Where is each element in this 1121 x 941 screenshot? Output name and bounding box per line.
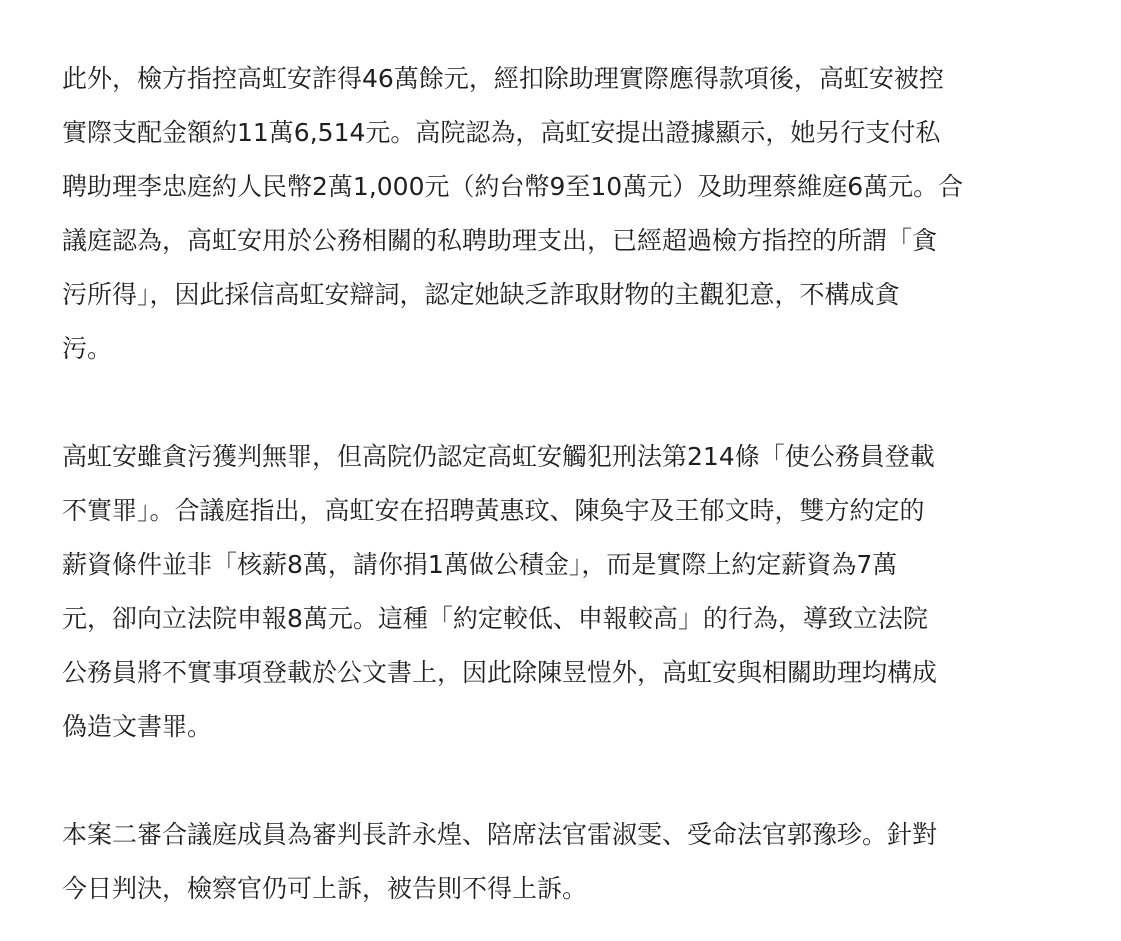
paragraph-line: 今日判決，檢察官仍可上訴，被告則不得上訴。 [62, 874, 588, 903]
paragraph-line: 薪資條件並非「核薪8萬，請你捐1萬做公積金」，而是實際上約定薪資為7萬 [62, 550, 898, 579]
paragraph-spacer [62, 754, 1022, 808]
paragraph-line: 高虹安雖貪污獲判無罪，但高院仍認定高虹安觸犯刑法第214條「使公務員登載 [62, 442, 935, 471]
paragraph-line: 議庭認為，高虹安用於公務相關的私聘助理支出，已經超過檢方指控的所謂「貪 [62, 226, 938, 255]
paragraph-line: 公務員將不實事項登載於公文書上，因此除陳昱愷外，高虹安與相關助理均構成 [62, 658, 938, 687]
paragraph-line: 聘助理李忠庭約人民幣2萬1,000元（約台幣9至10萬元）及助理蔡維庭6萬元。合 [62, 172, 964, 201]
paragraph-line: 此外，檢方指控高虹安詐得46萬餘元，經扣除助理實際應得款項後，高虹安被控 [62, 64, 944, 93]
paragraph-2 [62, 430, 1022, 754]
paragraph-line: 本案二審合議庭成員為審判長許永煌、陪席法官雷淑雯、受命法官郭豫珍。針對 [62, 820, 938, 849]
paragraph-line: 污所得」，因此採信高虹安辯詞，認定她缺乏詐取財物的主觀犯意，不構成貪 [62, 280, 900, 309]
paragraph-line: 偽造文書罪。 [62, 712, 213, 741]
paragraph-3 [62, 808, 1022, 916]
paragraph-line: 元，卻向立法院申報8萬元。這種「約定較低、申報較高」的行為，導致立法院 [62, 604, 928, 633]
article-body [62, 52, 1022, 916]
paragraph-spacer [62, 376, 1022, 430]
paragraph-1 [62, 52, 1022, 376]
paragraph-line: 實際支配金額約11萬6,514元。高院認為，高虹安提出證據顯示，她另行支付私 [62, 118, 941, 147]
paragraph-line: 污。 [62, 334, 113, 363]
paragraph-line: 不實罪」。合議庭指出，高虹安在招聘黃惠玟、陳奐宇及王郁文時，雙方約定的 [62, 496, 925, 525]
